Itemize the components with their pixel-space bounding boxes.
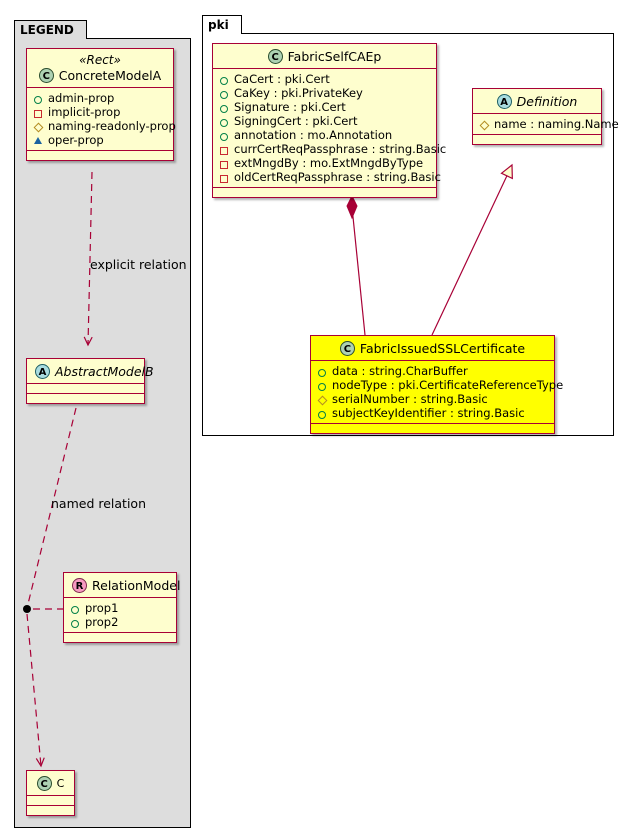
attribute-row	[33, 91, 167, 105]
attribute-label: currCertReqPassphrase : string.Basic	[234, 142, 447, 156]
attribute-label: subjectKeyIdentifier : string.Basic	[332, 406, 525, 420]
attribute-label: oper-prop	[48, 133, 104, 147]
class-methods-compartment	[473, 135, 601, 144]
visibility-protected-icon	[479, 119, 490, 130]
class-c-header	[27, 771, 74, 795]
class-definition-name: Definition	[516, 94, 578, 109]
class-concrete-model-a[interactable]	[26, 48, 174, 161]
attribute-row	[33, 119, 176, 133]
class-fabric-issued-ssl-certificate[interactable]	[310, 335, 564, 434]
attribute-row	[317, 392, 548, 406]
relation-badge-icon: R	[72, 578, 87, 593]
class-badge-icon: C	[268, 49, 283, 64]
attribute-row	[219, 114, 430, 128]
attribute-label: SigningCert : pki.Cert	[234, 114, 358, 128]
legend-package-label: LEGEND	[20, 23, 74, 37]
attribute-label: oldCertReqPassphrase : string.Basic	[234, 170, 441, 184]
visibility-public-icon	[317, 366, 328, 377]
attribute-row	[317, 364, 548, 378]
visibility-public-icon	[219, 88, 230, 99]
attribute-row	[70, 615, 170, 629]
class-c[interactable]	[26, 770, 75, 816]
visibility-package-icon	[33, 135, 44, 146]
attribute-row	[219, 128, 430, 142]
visibility-public-icon	[70, 603, 81, 614]
class-fabric-self-ca-ep-header	[213, 44, 436, 68]
attribute-label: implicit-prop	[48, 105, 121, 119]
class-abstract-model-b-name: AbstractModelB	[55, 364, 154, 379]
attribute-row	[219, 86, 430, 100]
class-fabric-issued-ssl-certificate-name: FabricIssuedSSLCertificate	[359, 341, 526, 356]
class-fabric-self-ca-ep-name: FabricSelfCAEp	[287, 49, 382, 64]
class-concrete-model-a-header	[27, 49, 173, 87]
attribute-row	[317, 378, 564, 392]
class-definition[interactable]	[472, 88, 619, 145]
attribute-label: naming-readonly-prop	[48, 119, 176, 133]
attribute-label: nodeType : pki.CertificateReferenceType	[332, 378, 564, 392]
visibility-public-icon	[219, 74, 230, 85]
visibility-public-icon	[70, 617, 81, 628]
class-abstract-model-b-header	[27, 359, 154, 383]
class-definition-header	[473, 89, 601, 113]
visibility-public-icon	[317, 380, 328, 391]
visibility-private-icon	[219, 144, 230, 155]
attribute-row	[479, 117, 619, 131]
class-fabric-issued-ssl-certificate-attributes	[311, 361, 564, 423]
attribute-label: prop2	[85, 615, 119, 629]
attribute-label: name : naming.Name	[494, 117, 619, 131]
legend-package-tab	[14, 20, 87, 39]
visibility-private-icon	[219, 172, 230, 183]
pki-package-tab	[202, 15, 242, 34]
attribute-label: CaCert : pki.Cert	[234, 72, 330, 86]
class-relation-model[interactable]	[63, 572, 181, 643]
attribute-label: serialNumber : string.Basic	[332, 392, 488, 406]
visibility-private-icon	[33, 107, 44, 118]
attribute-label: CaKey : pki.PrivateKey	[234, 86, 363, 100]
attribute-row	[219, 170, 441, 184]
attribute-row	[219, 100, 430, 114]
visibility-public-icon	[219, 116, 230, 127]
visibility-public-icon	[219, 130, 230, 141]
class-methods-compartment	[64, 633, 176, 642]
attribute-label: annotation : mo.Annotation	[234, 128, 393, 142]
attribute-row	[219, 72, 430, 86]
class-methods-compartment	[27, 394, 144, 403]
visibility-public-icon	[219, 102, 230, 113]
class-fabric-issued-ssl-certificate-header	[311, 336, 554, 360]
class-attributes-compartment	[27, 796, 74, 805]
class-definition-attributes	[473, 114, 619, 134]
class-concrete-model-a-name: ConcreteModelA	[58, 68, 162, 83]
attribute-label: admin-prop	[48, 91, 115, 105]
visibility-private-icon	[219, 158, 230, 169]
class-abstract-model-b[interactable]	[26, 358, 154, 404]
attribute-label: Signature : pki.Cert	[234, 100, 346, 114]
attribute-row	[70, 601, 170, 615]
class-methods-compartment	[311, 424, 554, 433]
attribute-row	[317, 406, 548, 420]
class-relation-model-attributes	[64, 598, 176, 632]
abstract-badge-icon: A	[497, 94, 512, 109]
attribute-row	[219, 142, 447, 156]
edge-label-explicit-relation: explicit relation	[90, 257, 187, 272]
attribute-row	[33, 133, 167, 147]
class-relation-model-name: RelationModel	[92, 578, 181, 593]
abstract-badge-icon: A	[35, 364, 50, 379]
visibility-public-icon	[317, 408, 328, 419]
class-badge-icon: C	[340, 341, 355, 356]
class-fabric-self-ca-ep-attributes	[213, 69, 447, 187]
visibility-protected-icon	[33, 121, 44, 132]
class-badge-icon: C	[39, 68, 54, 83]
class-concrete-model-a-attributes	[27, 88, 176, 150]
class-badge-icon: C	[37, 776, 52, 791]
visibility-public-icon	[33, 93, 44, 104]
pki-package-label: pki	[208, 18, 229, 32]
attribute-label: extMngdBy : mo.ExtMngdByType	[234, 156, 424, 170]
attribute-label: prop1	[85, 601, 119, 615]
attribute-row	[33, 105, 167, 119]
visibility-protected-icon	[317, 394, 328, 405]
class-methods-compartment	[27, 806, 74, 815]
class-concrete-model-a-stereotype: «Rect»	[79, 53, 121, 67]
class-c-name: C	[56, 777, 65, 790]
class-methods-compartment	[27, 151, 173, 160]
edge-label-named-relation: named relation	[51, 496, 146, 511]
class-relation-model-header	[64, 573, 181, 597]
attribute-label: data : string.CharBuffer	[332, 364, 468, 378]
class-attributes-compartment	[27, 384, 144, 393]
class-methods-compartment	[213, 188, 436, 197]
attribute-row	[219, 156, 430, 170]
class-fabric-self-ca-ep[interactable]	[212, 43, 447, 198]
